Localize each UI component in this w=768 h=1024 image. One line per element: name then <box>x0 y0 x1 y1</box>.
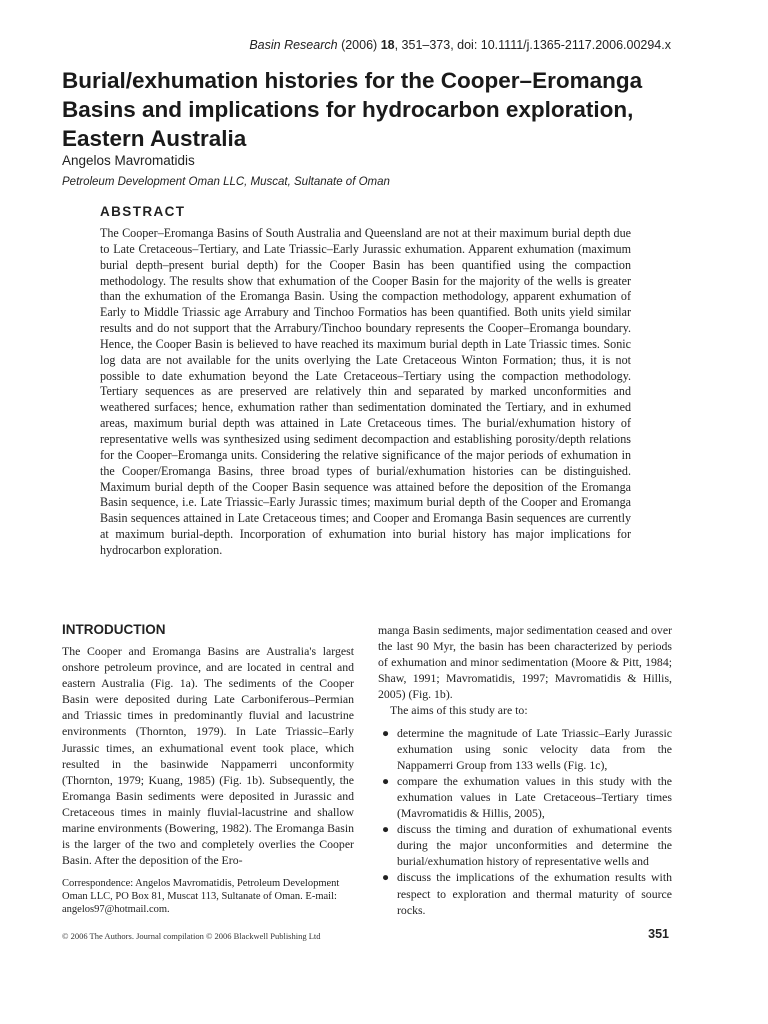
aim-text: compare the exhumation values in this study with the exhumation values in Late Cretaceous–Tertiary times (Mavromatidis & Hillis, 2005), <box>397 773 672 821</box>
list-item <box>378 869 672 917</box>
journal-pages-doi: , 351–373, doi: 10.1111/j.1365-2117.2006.00294.x <box>394 38 671 52</box>
footer-copyright: © 2006 The Authors. Journal compilation © 2006 Blackwell Publishing Ltd <box>62 931 321 941</box>
journal-year: (2006) <box>341 38 378 52</box>
introduction-continued-text: manga Basin sediments, major sedimentation ceased and over the last 90 Myr, the basin has been characterized by periods of exhumation and minor sedimentation (Moore & Pitt, 1984; Shaw, 1991; Mavromatidis, 1997; Mavromatidis & Hillis, 2005) (Fig. 1b). <box>378 623 672 702</box>
abstract-text: The Cooper–Eromanga Basins of South Australia and Queensland are not at their maximum burial depth due to Late Cretaceous–Tertiary, and Late Triassic–Early Jurassic exhumation. Apparent exhumation (maximum burial depth–present burial depth) for the Cooper Basin has been quantified using the compaction methodology. The results show that exhumation of the Cooper Basin for the majority of the wells is greater than the exhumation of the Eromanga Basin. Using the compaction methodology, apparent exhumation of Early to Middle Triassic age Arrabury and Tinchoo Formatios has been quantified. Both units yield similar results and do not support that the Arrabury/Tinchoo boundary represents the Cooper–Eromanga boundary. Hence, the Cooper Basin is believed to have reached its maximum burial depth in Late Triassic times. Sonic log data are not available for the units overlying the Late Cretaceous Winton Formation; thus, it is not possible to date exhumation beyond the Late Cretaceous–Tertiary using the compaction methodology. Tertiary sequences as are preserved are relatively thin and separated by marked unconformities and weathered surfaces; hence, exhumation rather than sedimentation dominated the Tertiary, and in exhumed areas, maximum burial depth was attained in Late Cretaceous times. The burial/exhumation history of representative wells was synthesized using sediment decompaction and establishing porosity/depth relations for the Cooper–Eromanga units. Considering the relative significance of the major periods of exhumation in the Cooper/Eromanga Basins, three broad types of burial/exhumation histories can be distinguished. Maximum burial depth of the Cooper Basin sequence was attained before the deposition of the Eromanga Basin sequence, i.e. Late Triassic–Early Jurassic times; maximum burial depth of the Cooper and Eromanga Basin sequences attained in Late Cretaceous times; and Cooper and Eromanga Basin sequences are currently at maximum burial-depth. Incorporation of exhumation into burial history has major implications for hydrocarbon exploration. <box>100 226 631 557</box>
bullet-icon: ● <box>382 725 390 740</box>
page-number: 351 <box>648 927 669 941</box>
bullet-icon: ● <box>382 773 390 788</box>
list-item <box>378 821 672 869</box>
aim-text: determine the magnitude of Late Triassic–Early Jurassic exhumation using sonic velocity data from the Nappamerri Group from 133 wells (Fig. 1c), <box>397 725 672 772</box>
list-item <box>378 725 672 773</box>
correspondence-note: Correspondence: Angelos Mavromatidis, Petroleum Development Oman LLC, PO Box 81, Muscat 113, Sultanate of Oman. E-mail: angelos97@hotmail.com. <box>62 878 340 915</box>
journal-citation <box>249 38 671 52</box>
bullet-icon: ● <box>382 870 390 885</box>
introduction-column-1: The Cooper and Eromanga Basins are Australia's largest onshore petroleum province, and are located in central and eastern Australia (Fig. 1a). The sediments of the Cooper Basin were deposited during Late Carboniferous–Permian and Triassic times in predominantly fluvial and lacustrine environments (Thornton, 1979). In Late Triassic–Early Jurassic times, an exhumational event took place, which resulted in the basinwide Nappamerri unconformity (Thornton, 1979; Kuang, 1985) (Fig. 1b). Subsequently, the Eromanga Basin sediments were deposited in Jurassic and Cretaceous times in mainly fluvial-lacustrine and shallow marine environments (Bowering, 1982). The Eromanga Basin is the larger of the two and completely overlies the Cooper Basin. After the deposition of the Ero- <box>62 644 355 868</box>
aim-text: discuss the implications of the exhumation results with respect to exploration and thermal maturity of source rocks. <box>397 870 672 917</box>
abstract-heading: ABSTRACT <box>100 204 186 219</box>
introduction-heading: INTRODUCTION <box>62 622 166 637</box>
bullet-icon: ● <box>382 822 390 837</box>
list-item <box>378 773 672 821</box>
author-name: Angelos Mavromatidis <box>62 153 195 168</box>
journal-name: Basin Research <box>249 38 338 52</box>
paper-title: Burial/exhumation histories for the Cooper–Eromanga Basins and implications for hydrocarbon exploration, Eastern Australia <box>62 68 643 151</box>
author-affiliation: Petroleum Development Oman LLC, Muscat, Sultanate of Oman <box>62 176 390 188</box>
introduction-column-2 <box>378 622 672 918</box>
aims-intro: The aims of this study are to: <box>390 703 528 718</box>
aim-text: discuss the timing and duration of exhumational events during the major unconformities and determine the burial/exhumation history of representative wells and <box>397 822 672 869</box>
aims-list <box>378 725 672 918</box>
journal-volume: 18 <box>380 38 395 52</box>
